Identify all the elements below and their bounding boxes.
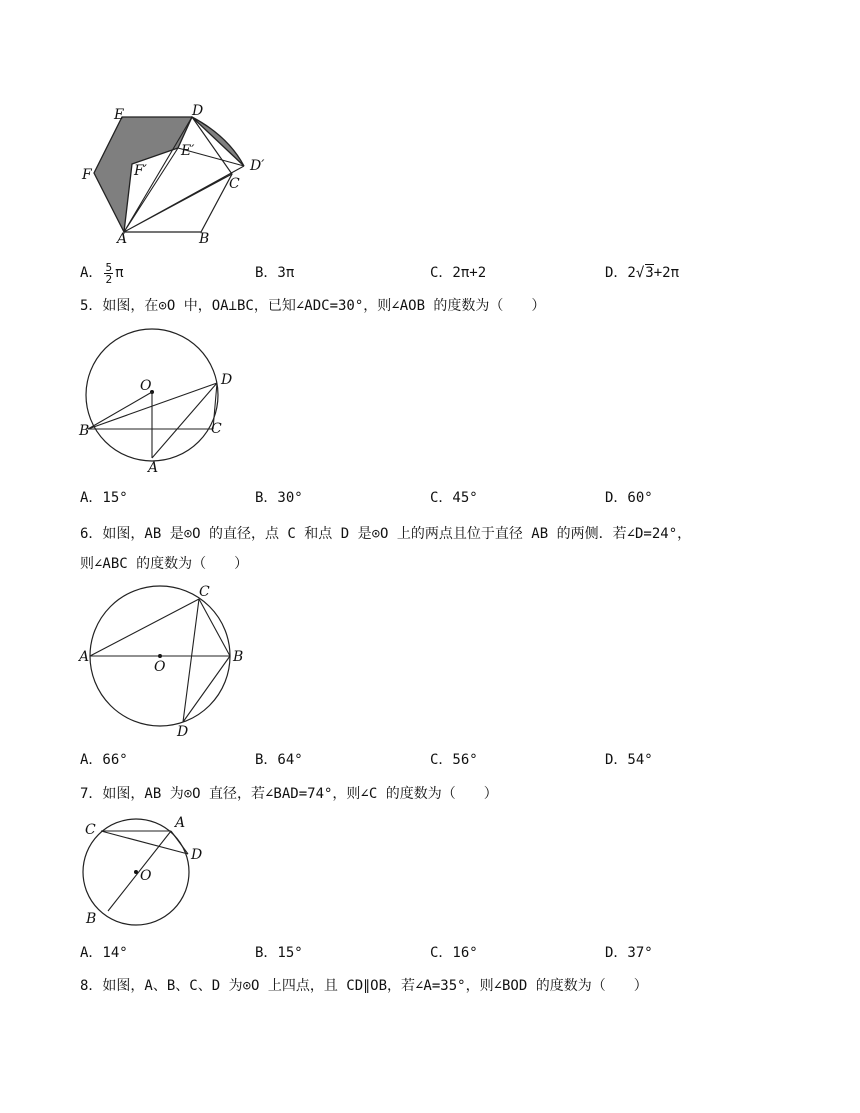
q6-figure (78, 583, 248, 738)
q4-options (80, 259, 780, 287)
fraction: $\frac{5}{2}$ (105, 260, 113, 286)
q4-label-D1: D′ (250, 158, 265, 174)
q5-label-O: O (140, 378, 152, 394)
q6-option-d[interactable]: D．54° (605, 752, 653, 768)
q6-question-line2: 则∠ABC 的度数为（ ） (80, 556, 249, 572)
q5-label-C: C (211, 421, 222, 437)
q4-label-B: B (199, 231, 210, 247)
q5-option-d[interactable]: D．60° (605, 490, 653, 506)
q6-question-line1: 6．如图，AB 是⊙O 的直径，点 C 和点 D 是⊙O 上的两点且位于直径 AB 的两侧．若∠D=24°， (80, 526, 692, 542)
q8-question-text: 8．如图，A、B、C、D 为⊙O 上四点，且 CD∥OB，若∠A=35°，则∠BOD 的度数为（ ） (80, 978, 648, 994)
q7-option-c[interactable]: C．16° (430, 945, 478, 961)
q5-option-c[interactable]: C．45° (430, 490, 478, 506)
q7-label-D: D (191, 847, 203, 863)
q7-label-A: A (175, 815, 186, 831)
q6-label-B: B (233, 649, 244, 665)
q4-label-E: E (114, 107, 125, 123)
q7-label-B: B (86, 911, 97, 927)
q4-label-C: C (229, 176, 240, 192)
q5-label-A: A (148, 460, 159, 476)
q6-options (80, 750, 780, 770)
q7-label-O: O (140, 868, 152, 884)
q4-label-A: A (117, 231, 128, 247)
q7-figure (80, 814, 210, 928)
q7-label-C: C (85, 822, 96, 838)
q6-label-D: D (177, 724, 189, 738)
q4-option-d[interactable]: D．2√3+2π (605, 265, 680, 281)
q4-label-E1: E′ (181, 143, 195, 159)
q5-option-b[interactable]: B．30° (255, 490, 303, 506)
q5-figure (78, 326, 238, 476)
q5-question-text: 5．如图，在⊙O 中，OA⊥BC，已知∠ADC=30°，则∠AOB 的度数为（ ） (80, 298, 546, 314)
q4-label-F1: F′ (134, 163, 147, 179)
q6-option-c[interactable]: C．56° (430, 752, 478, 768)
sqrt-sign: √ (635, 265, 645, 281)
q6-label-C: C (199, 584, 210, 600)
q7-option-a[interactable]: A．14° (80, 945, 128, 961)
q5-options (80, 488, 780, 508)
q6-option-b[interactable]: B．64° (255, 752, 303, 768)
q6-label-A: A (79, 649, 90, 665)
q5-label-D: D (221, 372, 233, 388)
q7-question-text: 7．如图，AB 为⊙O 直径，若∠BAD=74°，则∠C 的度数为（ ） (80, 786, 498, 802)
q4-label-D: D (192, 103, 204, 119)
q5-label-B: B (79, 423, 90, 439)
q7-options (80, 943, 780, 963)
q7-option-d[interactable]: D．37° (605, 945, 653, 961)
q4-shaded-region (94, 117, 244, 232)
q4-option-c[interactable]: C．2π+2 (430, 265, 487, 281)
q6-option-a[interactable]: A．66° (80, 752, 128, 768)
q5-option-a[interactable]: A．15° (80, 490, 128, 506)
q7-option-b[interactable]: B．15° (255, 945, 303, 961)
q4-figure (80, 100, 280, 248)
q4-label-F: F (82, 167, 92, 183)
q4-option-b[interactable]: B．3π (255, 265, 295, 281)
q4-option-a[interactable]: A． $\frac{5}{2}$ π (80, 260, 124, 286)
q6-label-O: O (154, 659, 166, 675)
